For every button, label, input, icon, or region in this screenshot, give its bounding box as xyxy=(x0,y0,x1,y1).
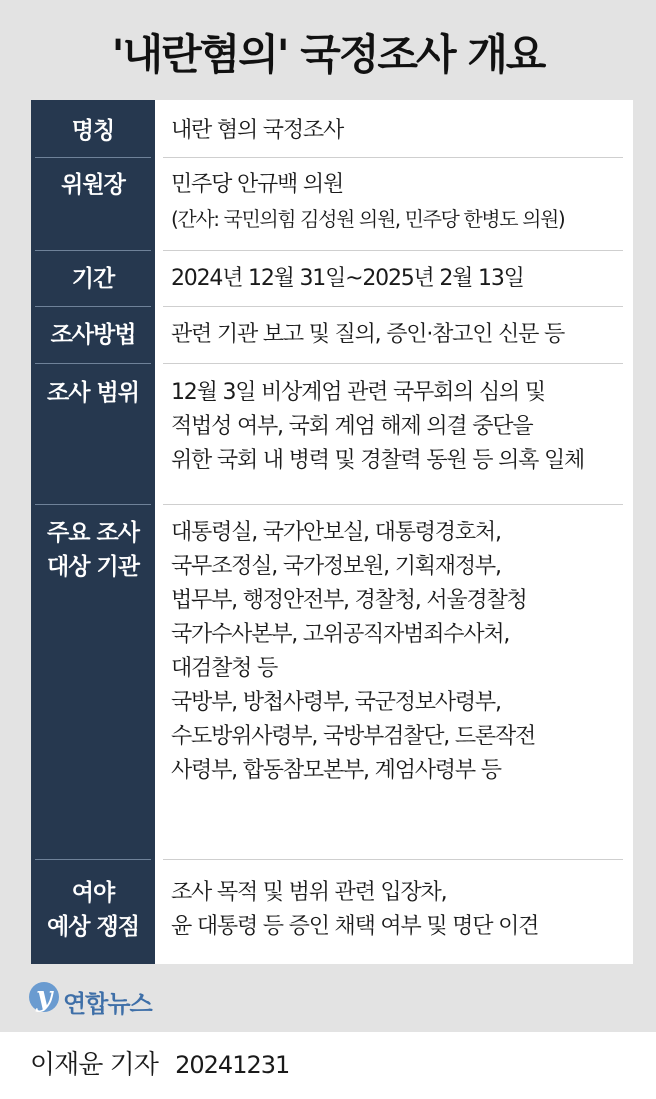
row-label: 기간 xyxy=(71,266,115,292)
row-value xyxy=(171,516,631,788)
value-line: 위한 국회 내 병력 및 경찰력 동원 등 의혹 일체 xyxy=(171,448,585,473)
divider xyxy=(35,157,151,158)
value-line: 국무조정실, 국가정보원, 기획재정부, xyxy=(171,554,501,579)
divider xyxy=(35,504,151,505)
value-line: 2024년 12월 31일~2025년 2월 13일 xyxy=(171,266,524,291)
row-label: 조사 범위 xyxy=(47,380,139,406)
row-value xyxy=(171,376,631,478)
row-value xyxy=(171,318,631,352)
divider xyxy=(163,157,623,158)
publish-date: 20241231 xyxy=(175,1051,290,1079)
row-label: 위원장 xyxy=(61,172,125,198)
credit-line xyxy=(30,1044,289,1081)
value-line: 대검찰청 등 xyxy=(171,656,278,681)
row-value xyxy=(171,876,631,944)
value-line: 관련 기관 보고 및 질의, 증인·참고인 신문 등 xyxy=(171,322,565,347)
row-value xyxy=(171,262,631,296)
divider xyxy=(35,306,151,307)
divider xyxy=(35,250,151,251)
value-line: 사령부, 합동참모본부, 계엄사령부 등 xyxy=(171,758,501,783)
page-title: '내란혐의' 국정조사 개요 xyxy=(111,30,545,79)
value-line: 민주당 안규백 의원 xyxy=(171,172,344,197)
divider xyxy=(163,250,623,251)
divider xyxy=(35,363,151,364)
overview-table xyxy=(31,100,633,964)
divider xyxy=(163,504,623,505)
divider xyxy=(163,859,623,860)
value-line: (간사: 국민의힘 김성원 의원, 민주당 한병도 의원) xyxy=(171,207,565,231)
logo-text: 연합뉴스 xyxy=(63,990,152,1018)
divider xyxy=(163,363,623,364)
row-value xyxy=(171,114,631,148)
value-line: 조사 목적 및 범위 관련 입장차, xyxy=(171,880,447,905)
value-line: 12월 3일 비상계엄 관련 국무회의 심의 및 xyxy=(171,380,545,405)
yonhap-logo-icon: y xyxy=(29,982,59,1012)
value-line: 수도방위사령부, 국방부검찰단, 드론작전 xyxy=(171,724,536,749)
value-line: 내란 혐의 국정조사 xyxy=(171,118,344,143)
value-line: 국가수사본부, 고위공직자범죄수사처, xyxy=(171,622,510,647)
divider xyxy=(35,859,151,860)
reporter-name: 이재윤 기자 xyxy=(30,1050,158,1080)
row-label: 조사방법 xyxy=(50,322,136,348)
value-line: 적법성 여부, 국회 계엄 해제 의결 중단을 xyxy=(171,414,533,439)
value-line: 윤 대통령 등 증인 채택 여부 및 명단 이견 xyxy=(171,914,539,939)
value-line: 대통령실, 국가안보실, 대통령경호처, xyxy=(171,520,501,545)
row-label: 여야 예상 쟁점 xyxy=(47,880,139,940)
divider xyxy=(163,306,623,307)
row-value xyxy=(171,168,631,236)
value-line: 국방부, 방첩사령부, 국군정보사령부, xyxy=(171,690,501,715)
row-label: 주요 조사 대상 기관 xyxy=(47,520,139,580)
value-line: 법무부, 행정안전부, 경찰청, 서울경찰청 xyxy=(171,588,527,613)
row-label: 명칭 xyxy=(71,118,115,144)
